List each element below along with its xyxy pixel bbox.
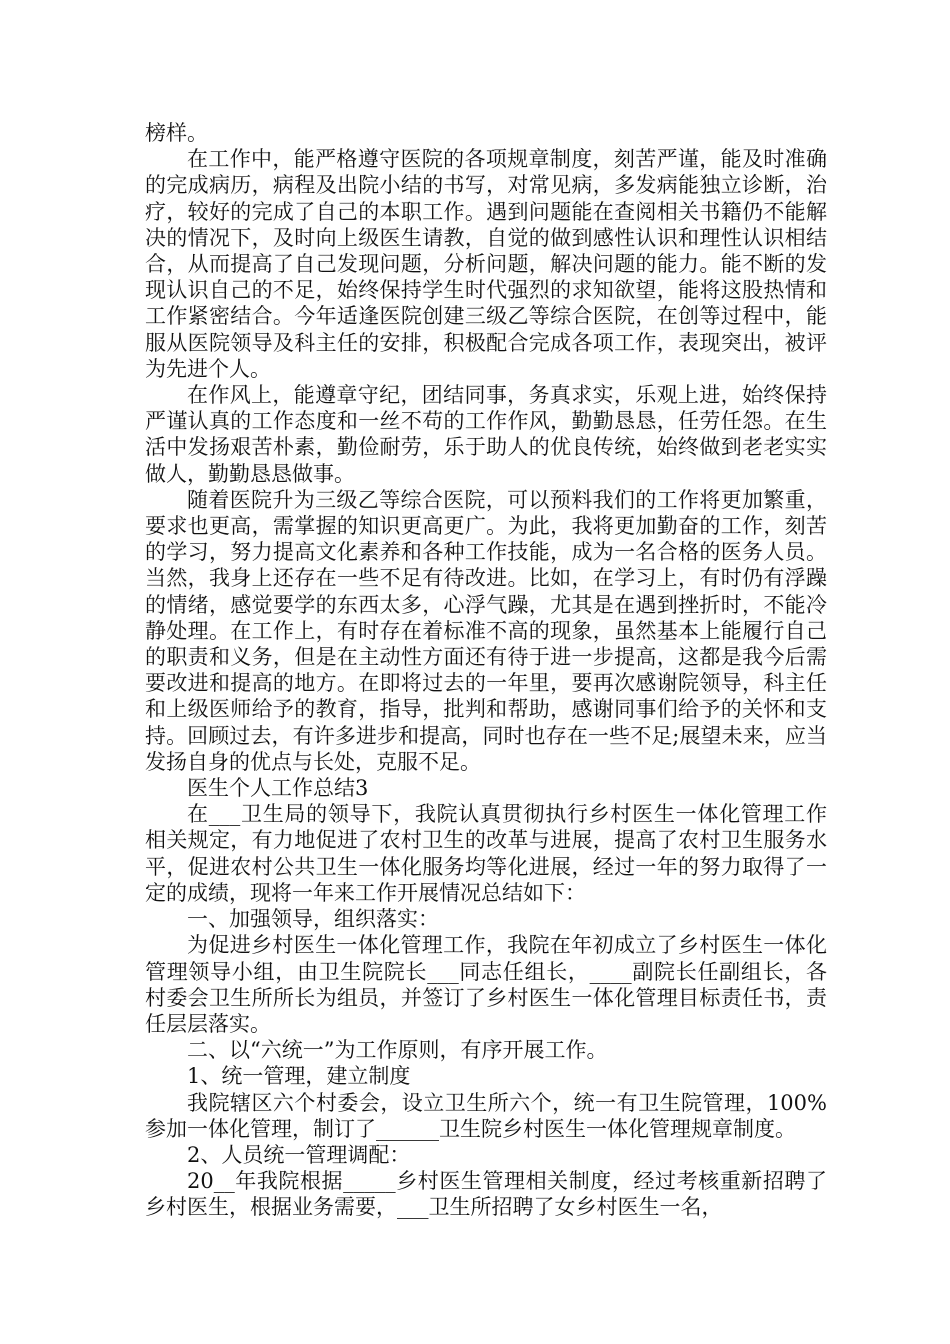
subheading-2-1: 1、统一管理，建立制度 xyxy=(187,1064,411,1089)
subheading-2: 二、以“六统一”为工作原则，有序开展工作。 xyxy=(187,1038,608,1063)
paragraph-6: 为促进乡村医生一体化管理工作，我院在年初成立了乡村医生一体化管理领导小组，由卫生院院长___同志任组长，____副院长任副组长，各村委会卫生所所长为组员，并签订了乡村医生一体化管理目标责任书，责任层层落实。 xyxy=(145,933,827,1036)
subheading-2-2: 2、人员统一管理调配： xyxy=(187,1142,411,1167)
paragraph-8: 20__年我院根据_____乡村医生管理相关制度，经过考核重新招聘了乡村医生，根据业务需要，___卫生所招聘了女乡村医生一名， xyxy=(145,1169,827,1220)
document-page xyxy=(145,120,827,1221)
paragraph-5: 在___卫生局的领导下，我院认真贯彻执行乡村医生一体化管理工作相关规定，有力地促进了农村卫生的改革与进展，提高了农村卫生服务水平，促进农村公共卫生一体化服务均等化进展，经过一年的努力取得了一定的成绩，现将一年来工作开展情况总结如下： xyxy=(145,802,827,905)
section-title: 医生个人工作总结3 xyxy=(187,776,369,801)
paragraph-1: 榜样。 xyxy=(145,121,208,145)
paragraph-3: 在作风上，能遵章守纪，团结同事，务真求实，乐观上进，始终保持严谨认真的工作态度和一丝不苟的工作作风，勤勤恳恳，任劳任怨。在生活中发扬艰苦朴素，勤俭耐劳，乐于助人的优良传统，始终做到老老实实做人，勤勤恳恳做事。 xyxy=(145,383,827,486)
paragraph-4: 随着医院升为三级乙等综合医院，可以预料我们的工作将更加繁重，要求也更高，需掌握的知识更高更广。为此，我将更加勤奋的工作，刻苦的学习，努力提高文化素养和各种工作技能，成为一名合格的医务人员。当然，我身上还存在一些不足有待改进。比如，在学习上，有时仍有浮躁的情绪，感觉要学的东西太多，心浮气躁，尤其是在遇到挫折时，不能冷静处理。在工作上，有时存在着标准不高的现象，虽然基本上能履行自己的职责和义务，但是在主动性方面还有待于进一步提高，这都是我今后需要改进和提高的地方。在即将过去的一年里，要再次感谢院领导，科主任和上级医师给予的教育，指导，批判和帮助，感谢同事们给予的关怀和支持。回顾过去，有许多进步和提高，同时也存在一些不足;展望未来，应当发扬自身的优点与长处，克服不足。 xyxy=(145,487,827,774)
paragraph-7: 我院辖区六个村委会，设立卫生所六个，统一有卫生院管理，100%参加一体化管理，制订了______卫生院乡村医生一体化管理规章制度。 xyxy=(145,1090,827,1141)
subheading-1: 一、加强领导，组织落实： xyxy=(187,907,439,932)
paragraph-2: 在工作中，能严格遵守医院的各项规章制度，刻苦严谨，能及时准确的完成病历，病程及出院小结的书写，对常见病，多发病能独立诊断，治疗，较好的完成了自己的本职工作。遇到问题能在查阅相关书籍仍不能解决的情况下，及时向上级医生请教，自觉的做到感性认识和理性认识相结合，从而提高了自己发现问题，分析问题，解决问题的能力。能不断的发现认识自己的不足，始终保持学生时代强烈的求知欲望，能将这股热情和工作紧密结合。今年适逢医院创建三级乙等综合医院，在创等过程中，能服从医院领导及科主任的安排，积极配合完成各项工作，表现突出，被评为先进个人。 xyxy=(145,147,827,381)
